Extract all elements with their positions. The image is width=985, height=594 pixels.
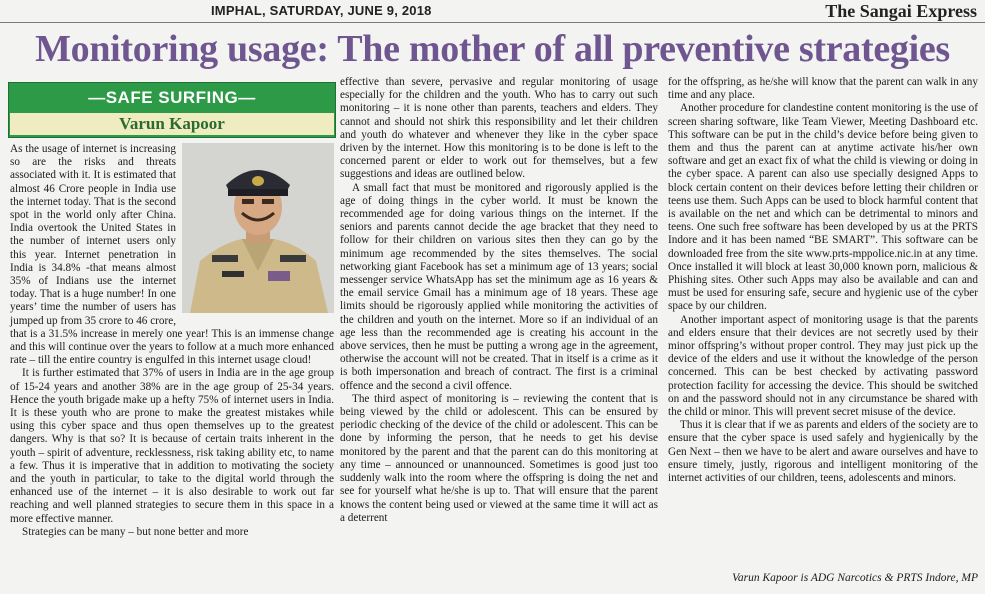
author-name: Varun Kapoor	[10, 113, 334, 135]
paragraph: Another important aspect of monitoring usage is that the parents and elders ensure that their devices are not secretly used by their minor offspring’s without proper control. They may just pick up the device of the elders and use it without the knowledge of the person concerned. This can be best checked by activating password protection facility for accessing the device. This should be switched on and the password should not in any circumstance be shared with the child or minor. This will prevent secret misuse of the device.	[668, 313, 978, 419]
paragraph: effective than severe, pervasive and regular monitoring of usage especially for the children and the youth. Who has to carry out such monitoring – it is none other than parents, teachers and elders. They cannot and should not shirk this responsibility and let their children and youth do whatever and whenever they like in the cyber space driven by the internet. How this monitoring is to be done is left to the concerned parent or elder to work out for themselves, but a few suggestions and ideas are outlined below.	[340, 76, 658, 181]
officer-portrait-icon	[182, 143, 334, 313]
paragraph: Thus it is clear that if we as parents and elders of the society are to ensure that the cyber space is used safely and hygienically by the Gen Next – then we have to be alert and aware ourselves and have to ensure timely, justly, rigorous and intelligent monitoring of the internet activities of our children, teens, adolescents and minors.	[668, 419, 978, 485]
paragraph: The third aspect of monitoring is – reviewing the content that is being viewed by the child or adolescent. This can be ensured by periodic checking of the device of the child or adolescent. This can be done by informing the person, that he needs to get his devise monitored by the parent and that the parent can do this monitoring at any time – announced or unannounced. Sometimes is good just too suddenly walk into the room where the offspring is doing the net and see for yourself what he/she is up to. That will ensure that the parent knows the content being used or viewed at the same time it will act as a deterrent	[340, 392, 658, 524]
article-headline: Monitoring usage: The mother of all preventive strategies	[35, 28, 950, 70]
column-banner	[8, 82, 336, 138]
paragraph: Strategies can be many – but none better and more	[22, 525, 249, 538]
article-column-1	[10, 143, 334, 539]
dateline: IMPHAL, SATURDAY, JUNE 9, 2018	[211, 3, 432, 18]
paragraph: It is further estimated that 37% of users in India are in the age group of 15-24 years and another 38% are in the age group of 25-34 years. Hence the youth brigade make up a hefty 75% of internet users in India. It is these youth who are prone to make the greatest mistakes while using this cyber space and thus open themselves up to the greatest dangers. Why is that so? It is because of certain traits inherent in the youth – spirit of adventure, recklessness, risk taking ability etc, to name a few. Thus it is imperative that in addition to motivating the society and the youth in particular, to take to the digital world through the enhanced use of the internet – it is also desirable to work out far reaching and well planned strategies to secure them in this space in a more effective manner.	[10, 367, 334, 525]
article-column-2	[340, 76, 658, 525]
paragraph: for the offspring, as he/she will know that the parent can walk in any time and any place.	[668, 76, 978, 102]
paragraph: As the usage of internet is increasing so are the risks and threats associated with it. It is estimated that almost 46 Crore people in India use the internet today. That is the second spot in the world only after China. India overtook the United States in the number of internet users only this year. Internet penetration in India is 34.8% -that means almost 35% of Indians use the internet today. That is a huge number! In one years’ time the number of users has jumped up from 35 crore to 46 crore, that is a 31.5% increase in merely one year! This is an immense change and this will continue over the years to follow at a much more enhanced rate – till the entire country is engulfed in this internet usage cloud!	[10, 143, 334, 367]
masthead	[0, 0, 985, 23]
column-title: —SAFE SURFING—	[88, 88, 256, 107]
paragraph: Another procedure for clandestine content monitoring is the use of screen sharing software, like Team Viewer, Meeting Dashboard etc. This software can be put in the child’s device before being given to them and thus the parent can at anytime activate his/her own software and get an exact fix of what the child is viewing or doing in the cyber space. A parent can also use specially designed Apps to block certain content on their devices before letting their children or teens use them. Such Apps can be used to block harmful content that is available on the net and which can be detrimental to minors and teens. One such free software has been developed by us at the PRTS Indore and it has been named “BE SMART”. This software can be downloaded free from the site www.prts-mppolice.nic.in at any time. Once installed it will block at least 30,000 known porn, malicious & Phishing sites. Other such Apps may also be available and can and must be used for ensuring safe, secure and hygienic use of the cyber space by our children.	[668, 102, 978, 313]
author-footer: Varun Kapoor is ADG Narcotics & PRTS Indore, MP	[732, 572, 978, 584]
article-column-3	[668, 76, 978, 485]
paragraph: A small fact that must be monitored and rigorously applied is the age of doing things in the cyber world. It must be known the recommended age for doing various things on the internet. If the seniors and parents cannot decide the age bracket that they need to follow for their children on various sites then they can go by the minimum age recommended by the sites themselves. The social networking giant Facebook has set a minimum age of 13 years; social messenger service WhatsApp has set the minimum age as 16 years & the email service Gmail has a minimum age of 18 years. These age limits should be rigorously applied while monitoring the activities of the children and youth on the internet. More so if an individual of an age less than the recommended age is creating his account in the above services, then he must be putting a wrong age in the agreement, otherwise the account will not be created. That in itself is a crime as it is both impersonation and breach of contract. The first is a criminal offence and the second a civil offence.	[340, 181, 658, 392]
newspaper-name: The Sangai Express	[825, 1, 977, 21]
author-photo	[182, 143, 334, 313]
